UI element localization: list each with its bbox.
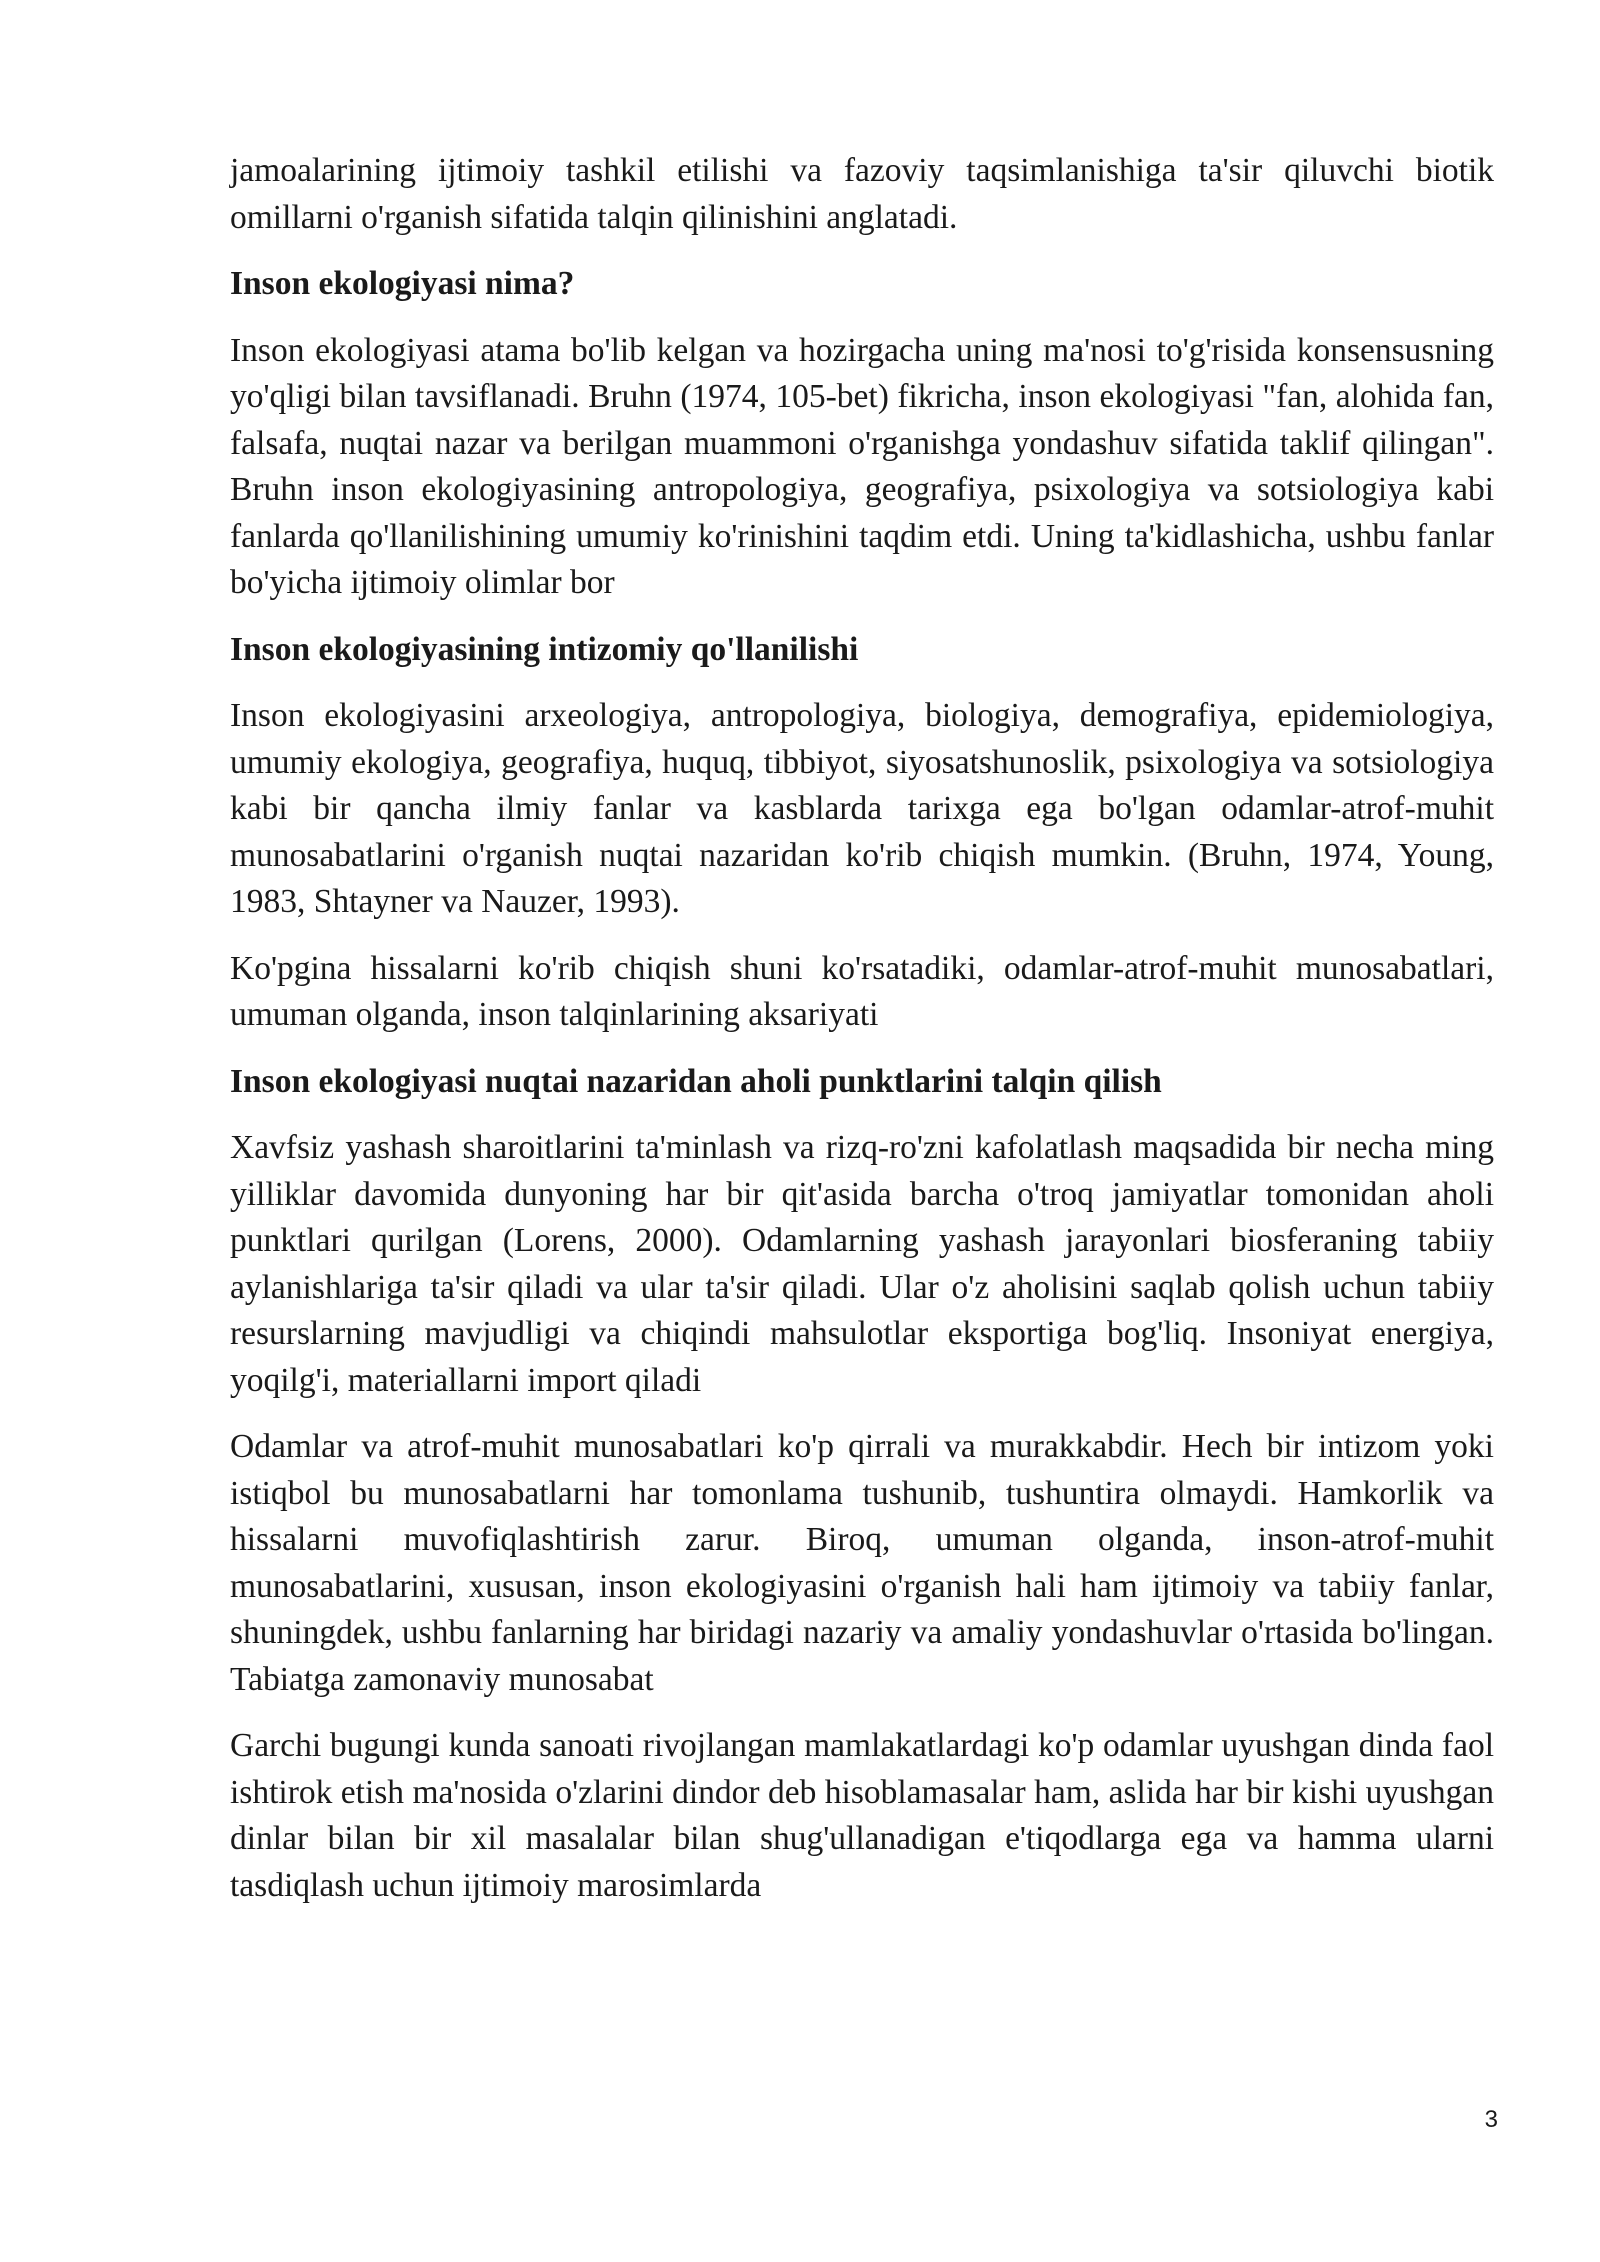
heading-settlements-interpretation: Inson ekologiyasi nuqtai nazaridan aholi punktlarini talqin qilish [230, 1062, 1162, 1100]
page-number: 3 [1484, 2106, 1498, 2133]
paragraph-religion: Garchi bugungi kunda sanoati rivojlangan mamlakatlardagi ko'p odamlar uyushgan dinda faol ishtirok etish ma'nosida o'zlarini dindor deb hisoblamasalar ham, aslida har bir kishi uyushgan dinlar bilan bir xil masalalar bilan shug'ullanadigan e'tiqodlarga ega va hamma ularni tasdiqlash uchun ijtimoiy marosimlarda [230, 1727, 1494, 1904]
page-body [230, 148, 1494, 1929]
paragraph-relationships: Odamlar va atrof-muhit munosabatlari ko'p qirrali va murakkabdir. Hech bir intizom yoki istiqbol bu munosabatlarni har tomonlama tushunib, tushuntira olmaydi. Hamkorlik va hissalarni muvofiqlashtirish zarur. Biroq, umuman olganda, inson-atrof-muhit munosabatlarini, xususan, inson ekologiyasini o'rganish hali ham ijtimoiy va tabiiy fanlar, shuningdek, ushbu fanlarning har biridagi nazariy va amaliy yondashuvlar o'rtasida bo'lingan. Tabiatga zamonaviy munosabat [230, 1428, 1494, 1698]
heading-what-is-human-ecology: Inson ekologiyasi nima? [230, 265, 575, 302]
paragraph-continuation: jamoalarining ijtimoiy tashkil etilishi va fazoviy taqsimlanishiga ta'sir qiluvchi biotik omillarni o'rganish sifatida talqin qilinishini anglatadi. [230, 152, 1494, 236]
paragraph-contributions: Ko'pgina hissalarni ko'rib chiqish shuni ko'rsatadiki, odamlar-atrof-muhit munosabatlari, umuman olganda, inson talqinlarining aksariyati [230, 949, 1494, 1033]
paragraph-disciplines: Inson ekologiyasini arxeologiya, antropologiya, biologiya, demografiya, epidemiologiya, umumiy ekologiya, geografiya, huquq, tibbiyot, siyosatshunoslik, psixologiya va sotsiologiya kabi bir qancha ilmiy fanlar va kasblarda tarixga ega bo'lgan odamlar-atrof-muhit munosabatlarini o'rganish nuqtai nazaridan ko'rib chiqish mumkin. (Bruhn, 1974, Young, 1983, Shtayner va Nauzer, 1993). [230, 697, 1494, 920]
heading-disciplinary-applications: Inson ekologiyasining intizomiy qo'llanilishi [230, 630, 859, 668]
paragraph-definition: Inson ekologiyasi atama bo'lib kelgan va hozirgacha uning ma'nosi to'g'risida konsensusning yo'qligi bilan tavsiflanadi. Bruhn (1974, 105-bet) fikricha, inson ekologiyasi "fan, alohida fan, falsafa, nuqtai nazar va berilgan muammoni o'rganishga yondashuv sifatida taklif qilingan". Bruhn inson ekologiyasining antropologiya, geografiya, psixologiya va sotsiologiya kabi fanlarda qo'llanilishining umumiy ko'rinishini taqdim etdi. Uning ta'kidlashicha, ushbu fanlar bo'yicha ijtimoiy olimlar bor [230, 331, 1494, 601]
paragraph-settlements: Xavfsiz yashash sharoitlarini ta'minlash va rizq-ro'zni kafolatlash maqsadida bir necha ming yilliklar davomida dunyoning har bir qit'asida barcha o'troq jamiyatlar tomonidan aholi punktlari qurilgan (Lorens, 2000). Odamlarning yashash jarayonlari biosferaning tabiiy aylanishlariga ta'sir qiladi va ular ta'sir qiladi. Ular o'z aholisini saqlab qolish uchun tabiiy resurslarning mavjudligi va chiqindi mahsulotlar eksportiga bog'liq. Insoniyat energiya, yoqilg'i, materiallarni import qiladi [230, 1129, 1494, 1399]
